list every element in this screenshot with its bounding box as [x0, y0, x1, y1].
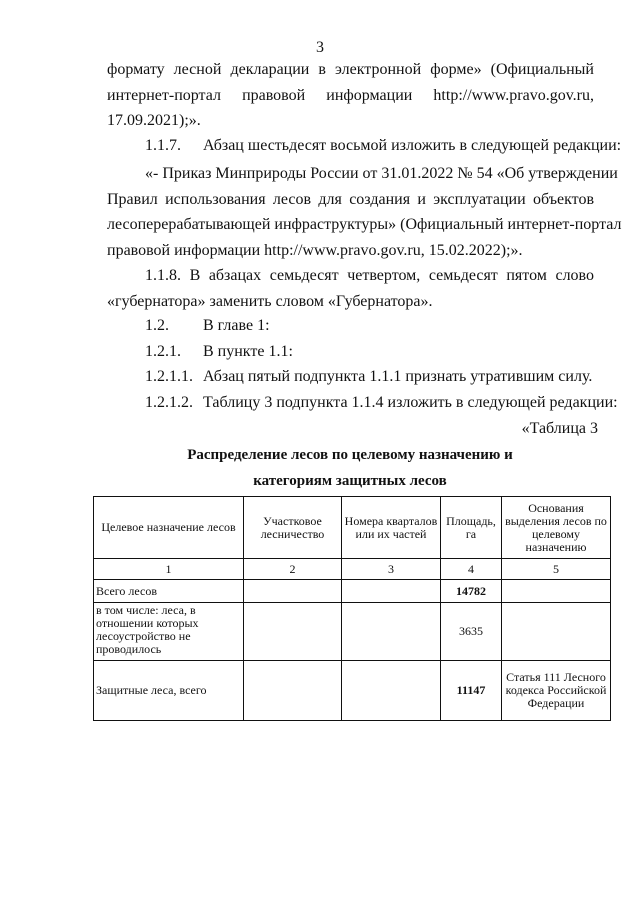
item-1-1-7 [145, 136, 621, 156]
cell-basis [502, 603, 611, 661]
item-number: 1.2. [145, 317, 169, 334]
table-header-row [94, 497, 611, 559]
item-1-2 [145, 316, 270, 336]
item-number: 1.2.1. [145, 343, 181, 360]
item-1-2-1 [145, 342, 293, 362]
cell-purpose: Защитные леса, всего [94, 661, 244, 721]
cell-area: 14782 [441, 580, 502, 603]
item-text: Абзац пятый подпункта 1.1.1 признать утратившим силу. [203, 368, 593, 385]
item-1-2-1-2 [145, 393, 618, 413]
cell-area: 11147 [441, 661, 502, 721]
column-number: 1 [94, 559, 244, 580]
cell-area: 3635 [441, 603, 502, 661]
cell-district [244, 603, 342, 661]
header-quarters: Номера кварталов или их частей [342, 497, 441, 559]
cell-district [244, 580, 342, 603]
item-text: В главе 1: [203, 317, 270, 334]
item-text: Абзац шестьдесят восьмой изложить в следующей редакции: [203, 137, 622, 154]
column-number: 2 [244, 559, 342, 580]
table-row [94, 661, 611, 721]
text-line: Правил использования лесов для создания и эксплуатации объектов [107, 190, 594, 208]
cell-district [244, 661, 342, 721]
column-number: 4 [441, 559, 502, 580]
table-column-numbers-row [94, 559, 611, 580]
item-text: В пункте 1.1: [203, 343, 293, 360]
table-title-line-1: Распределение лесов по целевому назначению и [187, 447, 513, 463]
page-number: 3 [316, 39, 324, 56]
text-line: правовой информации http://www.pravo.gov.ru, 15.02.2022);». [107, 241, 523, 259]
table-reference: «Таблица 3 [521, 420, 598, 437]
column-number: 5 [502, 559, 611, 580]
item-number: 1.1.7. [145, 137, 181, 154]
text-line: лесоперерабатывающей инфраструктуры» (Официальный интернет-портал [107, 216, 622, 233]
cell-purpose: Всего лесов [94, 580, 244, 603]
quoted-paragraph [107, 161, 622, 263]
cell-quarters [342, 603, 441, 661]
text-line: 1.1.8. В абзацах семьдесят четвертом, семьдесят пятом слово [145, 267, 594, 284]
item-number: 1.2.1.2. [145, 394, 193, 411]
item-1-1-8 [107, 263, 594, 314]
table-row [94, 580, 611, 603]
column-number: 3 [342, 559, 441, 580]
text-line: «- Приказ Минприроды России от 31.01.2022 № 54 «Об утверждении [145, 165, 618, 182]
paragraph-continuation [107, 57, 594, 134]
cell-basis [502, 580, 611, 603]
table-title-line-2: категориям защитных лесов [253, 473, 447, 489]
cell-purpose: в том числе: леса, в отношении которых лесоустройство не проводилось [94, 603, 244, 661]
text-line: 17.09.2021);». [107, 112, 201, 129]
header-basis: Основания выделения лесов по целевому назначению [502, 497, 611, 559]
item-1-2-1-1 [145, 367, 592, 387]
item-number: 1.2.1.1. [145, 368, 193, 385]
item-text: Таблицу 3 подпункта 1.1.4 изложить в следующей редакции: [203, 394, 618, 411]
cell-quarters [342, 580, 441, 603]
header-district: Участковое лесничество [244, 497, 342, 559]
text-line: «губернатора» заменить словом «Губернатора». [107, 292, 433, 310]
text-line: интернет-портал правовой информации http://www.pravo.gov.ru, [107, 86, 594, 104]
cell-quarters [342, 661, 441, 721]
cell-basis: Статья 111 Лесного кодекса Российской Федерации [502, 661, 611, 721]
table-row [94, 603, 611, 661]
header-purpose: Целевое назначение лесов [94, 497, 244, 559]
header-area: Площадь, га [441, 497, 502, 559]
forest-distribution-table [93, 496, 611, 721]
text-line: формату лесной декларации в электронной форме» (Официальный [107, 61, 594, 78]
